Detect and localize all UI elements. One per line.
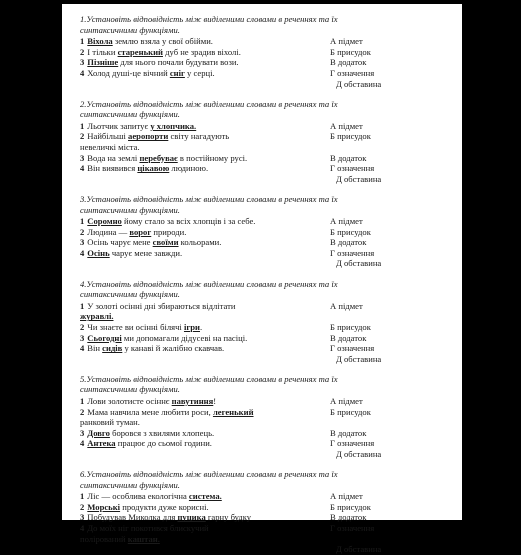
sentence-text-after: !: [213, 396, 217, 406]
highlighted-word: легенький: [212, 406, 254, 417]
sentence-number: 2: [80, 406, 85, 417]
highlighted-word: Віхола: [87, 36, 113, 47]
task-row: [80, 407, 454, 428]
answer-option: В додаток: [330, 237, 367, 248]
sentence-text-before: Холод душі-це вічний: [87, 67, 170, 78]
task-block: [80, 14, 454, 89]
task-row: [80, 68, 454, 79]
sentence-text-after: кольорами.: [178, 237, 222, 248]
sentence-text-before: Ліс — особлива екологічна: [87, 491, 189, 502]
task-block: [80, 469, 454, 555]
task-title: 3.Установіть відповідність між виділеними словами в реченнях та їх синтаксичними функціями.: [80, 193, 338, 215]
sentence-text-before: Осінь чарує мене: [87, 237, 153, 248]
sentence-number: 3: [80, 237, 85, 248]
answer-option: Г означення: [330, 163, 375, 174]
task-title: 6.Установіть відповідність між виділеними словами в реченнях та їх синтаксичними функціями.: [80, 469, 338, 490]
task-row: [80, 216, 454, 227]
task-list: [80, 14, 454, 555]
answer-option: В додаток: [330, 512, 367, 523]
answer-option: В додаток: [330, 332, 367, 343]
sentence: [80, 68, 318, 79]
answer-option: Б присудок: [330, 406, 371, 417]
task-row: [80, 491, 454, 502]
sentence-number: 3: [80, 57, 85, 68]
sentence-text-after: йому стало за всіх хлопців і за себе.: [121, 216, 256, 227]
sentence: [80, 512, 318, 523]
highlighted-word: аеропорти: [128, 131, 169, 142]
task-row: [80, 237, 454, 248]
task-block: [80, 194, 454, 269]
sentence-number: 4: [80, 343, 85, 354]
task-row: [80, 523, 454, 544]
answer-option: Д обставина: [336, 78, 382, 89]
sentence-text-after: гарну будку: [205, 512, 252, 523]
highlighted-word: Довго: [87, 427, 110, 438]
task-row: [80, 396, 454, 407]
sentence: [80, 216, 318, 227]
answer-option: А підмет: [330, 216, 363, 227]
sentence-number: 1: [80, 396, 85, 406]
task-row: [80, 163, 454, 174]
answer-option: Д обставина: [336, 353, 382, 364]
answer-option: Г означення: [330, 67, 375, 78]
task-row: [80, 354, 454, 365]
sentence-text-before: Льотчик запитує: [87, 120, 151, 131]
highlighted-word: сніг: [169, 67, 185, 78]
sentence: [80, 57, 318, 68]
sentence-number: 4: [80, 67, 85, 78]
highlighted-word: своїми: [152, 237, 179, 248]
sentence: [80, 407, 318, 428]
task-row: [80, 512, 454, 523]
answer-option: Б присудок: [330, 46, 371, 57]
highlighted-word: ігри: [183, 321, 200, 332]
sentence: [80, 343, 318, 354]
answer-option: А підмет: [330, 36, 363, 47]
sentence-number: 2: [80, 321, 85, 332]
sentence-text-before: Вода на землі: [87, 152, 140, 163]
highlighted-word: перебуває: [139, 152, 178, 163]
sentence-number: 1: [80, 120, 85, 131]
task-row: [80, 36, 454, 47]
sentence: [80, 237, 318, 248]
sentence: [80, 131, 318, 152]
answer-option: В додаток: [330, 152, 367, 163]
answer-option: Г означення: [330, 247, 375, 258]
sentence-text-before: Людина —: [87, 226, 130, 237]
sentence-text-before: Побудував Миколка для: [87, 512, 178, 523]
sentence-text-before: Він: [87, 343, 103, 354]
sentence-text-after: ми допомагали дідусеві на пасіці.: [121, 332, 248, 343]
task-row: [80, 248, 454, 259]
task-row: [80, 502, 454, 513]
highlighted-word: старенький: [117, 46, 163, 57]
sentence: [80, 333, 318, 344]
task-title: 5.Установіть відповідність між виділеними словами в реченнях та їх синтаксичними функціями.: [80, 373, 338, 395]
highlighted-word: Морські: [87, 501, 121, 512]
highlighted-word: Соромно: [87, 216, 122, 227]
sentence: [80, 248, 318, 259]
answer-option: А підмет: [330, 300, 363, 311]
sentence-text-after: .: [200, 321, 203, 332]
sentence-number: 2: [80, 226, 85, 237]
task-row: [80, 343, 454, 354]
answer-option: А підмет: [330, 491, 363, 502]
sentence-text-after: продукти дуже корисні.: [120, 501, 209, 512]
sentence: [80, 491, 318, 502]
sentence: [80, 36, 318, 47]
highlighted-word: система.: [188, 491, 222, 502]
task-row: [80, 428, 454, 439]
sentence-text-before: І тільки: [87, 46, 118, 57]
task-title: 2.Установіть відповідність між виділеними словами в реченнях та їх синтаксичними функціями.: [80, 98, 338, 120]
answer-option: Д обставина: [336, 544, 382, 555]
highlighted-word: цікавою: [137, 163, 170, 174]
sentence: [80, 163, 318, 174]
worksheet-page: [62, 4, 462, 555]
highlighted-word: Антека: [87, 438, 116, 449]
sentence-text-after: світу нагадують невеличкі міста.: [80, 131, 230, 153]
highlighted-word: Осінь: [87, 247, 110, 258]
answer-option: Г означення: [330, 343, 375, 354]
sentence-number: 1: [80, 36, 85, 47]
sentence: [80, 502, 318, 513]
highlighted-word: пуцика: [177, 512, 206, 523]
highlighted-word: каштан.: [127, 533, 160, 544]
sentence-text-after: людиною.: [169, 163, 209, 174]
task-row: [80, 121, 454, 132]
sentence-number: 1: [80, 300, 85, 311]
answer-option: А підмет: [330, 396, 363, 406]
sentence-number: 4: [80, 523, 85, 534]
task-block: [80, 374, 454, 460]
task-title: 4.Установіть відповідність між виділеними словами в реченнях та їх синтаксичними функціями.: [80, 278, 338, 300]
sentence-text-after: землю взяла у свої обійми.: [112, 36, 213, 47]
sentence: [80, 428, 318, 439]
sentence: [80, 396, 318, 407]
answer-option: Б присудок: [330, 501, 371, 512]
task-row: [80, 227, 454, 238]
task-block: [80, 279, 454, 365]
highlighted-word: Пізніше: [87, 57, 119, 68]
answer-option: Б присудок: [330, 131, 371, 142]
answer-option: В додаток: [330, 57, 367, 68]
sentence-text-before: До моїх ніг покотився блискучий полірований: [80, 523, 209, 544]
highlighted-word: ворог: [129, 226, 152, 237]
answer-option: Б присудок: [330, 226, 371, 237]
task-row: [80, 47, 454, 58]
sentence: [80, 227, 318, 238]
highlighted-word: Сьогодні: [87, 332, 122, 343]
answer-option: В додаток: [330, 427, 367, 438]
sentence-text-after: дуб не зрадив віхолі.: [162, 46, 241, 57]
task-row: [80, 174, 454, 185]
sentence-text-before: Він виявився: [87, 163, 138, 174]
task-row: [80, 153, 454, 164]
answer-option: Г означення: [330, 523, 375, 534]
sentence-text-after: для нього почали будувати вози.: [118, 57, 239, 68]
sentence-number: 2: [80, 501, 85, 512]
task-title: 1.Установіть відповідність між виділеними словами в реченнях та їх синтаксичними функціями.: [80, 14, 338, 35]
answer-option: Д обставина: [336, 448, 382, 459]
sentence-number: 3: [80, 427, 85, 438]
answer-option: Д обставина: [336, 173, 382, 184]
sentence-text-before: Найбільші: [87, 131, 129, 142]
task-block: [80, 99, 454, 185]
task-row: [80, 57, 454, 68]
task-row: [80, 258, 454, 269]
answer-option: Г означення: [330, 438, 375, 449]
sentence-text-after: чарує мене завжди.: [109, 247, 183, 258]
sentence-text-after: боровся з хвилями хлопець.: [109, 427, 215, 438]
answer-option: Д обставина: [336, 258, 382, 269]
sentence-number: 4: [80, 163, 85, 174]
sentence-text-after: у серці.: [184, 67, 215, 78]
task-row: [80, 301, 454, 322]
task-row: [80, 79, 454, 90]
sentence-text-after: в постійному русі.: [177, 152, 248, 163]
sentence-number: 4: [80, 247, 85, 258]
sentence-text-before: У золоті осінні дні збираються відлітати: [87, 300, 236, 311]
sentence: [80, 322, 318, 333]
highlighted-word: павутиння: [171, 396, 214, 406]
sentence-number: 3: [80, 512, 85, 523]
sentence-text-before: Лови золотисте осіннє: [87, 396, 172, 406]
task-row: [80, 544, 454, 555]
answer-option: Б присудок: [330, 321, 371, 332]
sentence-number: 4: [80, 438, 85, 449]
sentence-text-after: ранковий туман.: [80, 417, 140, 428]
sentence-text-after: працює до сьомої години.: [115, 438, 212, 449]
sentence-number: 1: [80, 491, 85, 502]
highlighted-word: сидів: [102, 343, 123, 354]
sentence: [80, 301, 318, 322]
sentence-text-after: природи.: [151, 226, 187, 237]
task-row: [80, 449, 454, 460]
sentence: [80, 47, 318, 58]
task-row: [80, 438, 454, 449]
sentence-text-after: у канаві й жалібно скавчав.: [122, 343, 225, 354]
task-row: [80, 131, 454, 152]
sentence: [80, 121, 318, 132]
sentence: [80, 523, 318, 544]
sentence: [80, 153, 318, 164]
sentence: [80, 438, 318, 449]
sentence-text-before: Чи знаєте ви осінні білячі: [87, 321, 184, 332]
sentence-number: 2: [80, 46, 85, 57]
sentence-text-before: Мама навчила мене любити роси,: [87, 406, 213, 417]
task-row: [80, 322, 454, 333]
task-row: [80, 333, 454, 344]
sentence-number: 2: [80, 131, 85, 142]
answer-option: А підмет: [330, 120, 363, 131]
highlighted-word: журавлі.: [80, 311, 114, 322]
sentence-number: 3: [80, 332, 85, 343]
highlighted-word: у хлопчика.: [150, 120, 197, 131]
sentence-number: 3: [80, 152, 85, 163]
sentence-number: 1: [80, 216, 85, 227]
